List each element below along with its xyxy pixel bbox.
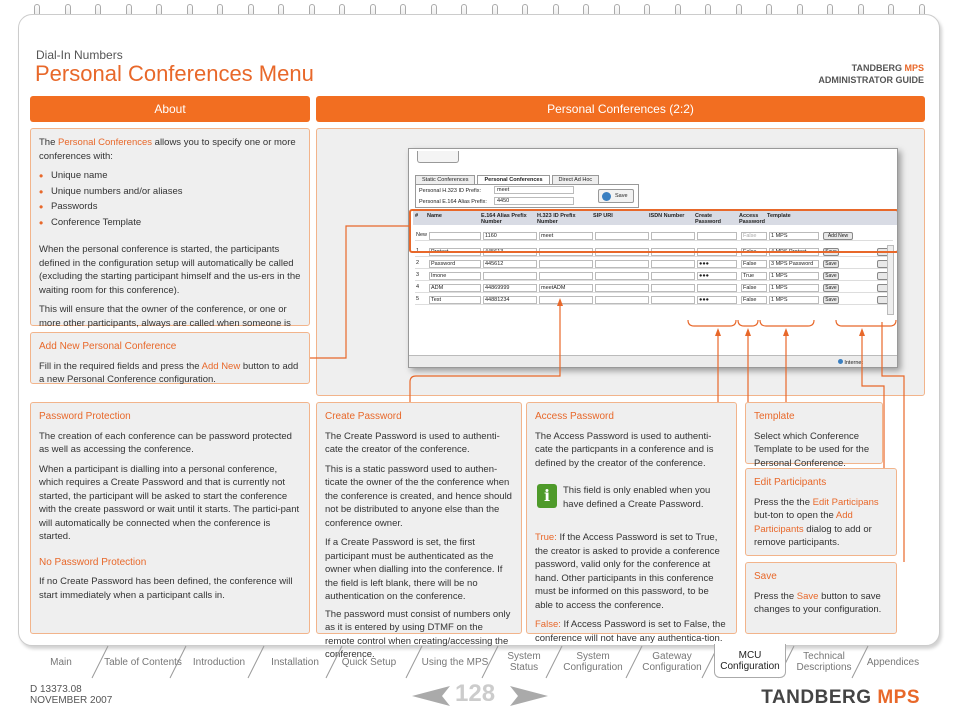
page-number: 128 [455, 680, 496, 707]
pp-paragraph-3: If no Create Password has been defined, the conference will start immediately when a participant calls in. [39, 576, 293, 601]
prev-page-icon[interactable] [412, 686, 450, 706]
cp-paragraph-1: The Create Password is used to authenti-cate the creator of the conference. [325, 430, 500, 455]
ep-text-mid: but-ton to open the [754, 510, 836, 521]
nav-tab-system-status[interactable]: System Status [507, 651, 541, 673]
cp-paragraph-3: If a Create Password is set, the first participant must be authenticated as the owner when dialling into the conference. If the field is left blank, there will be no authentication on the conference. [325, 537, 503, 602]
template-heading: Template [754, 411, 795, 422]
nav-tab-quick-setup[interactable]: Quick Setup [341, 656, 397, 668]
next-page-icon[interactable] [510, 686, 548, 706]
save-heading: Save [754, 571, 777, 582]
new-template-select[interactable]: 1 MPS [769, 232, 819, 240]
row-num: 5 [415, 296, 427, 304]
participants-bracket [836, 320, 896, 326]
bottom-navigation [30, 646, 926, 678]
ap-paragraph-1: The Access Password is used to authenti-cate the particpants in a conference and is defined by the creator of the conference. [535, 430, 714, 469]
row-create-password-input[interactable]: ●●● [697, 260, 737, 268]
row-name-input[interactable]: Protect [429, 248, 481, 256]
password-protection-connector [410, 300, 560, 402]
nav-tab-appendices[interactable]: Appendices [866, 656, 920, 668]
tab-direct-ad-hoc[interactable]: Direct Ad Hoc [552, 175, 600, 184]
section-subtitle: Dial-In Numbers [36, 48, 123, 62]
footer-doc-info [30, 684, 112, 706]
row-e164-input[interactable]: 445612 [483, 260, 537, 268]
cp-paragraph-4: The password must consist of numbers only as it is entered by using DTMF on the remote control when creating/accessing the conference. [325, 608, 511, 660]
new-h323-input[interactable]: meet [539, 232, 593, 240]
row-save-button[interactable]: Save [823, 272, 839, 280]
h323-prefix-label: Personal H.323 ID Prefix: [419, 188, 482, 194]
nav-tab-table-of-contents[interactable]: Table of Contents [104, 656, 182, 668]
internet-label: Internet [844, 360, 863, 366]
col-isdn: ISDN Number [649, 213, 685, 219]
new-row-num: New [416, 232, 428, 238]
row-access-select[interactable]: True [741, 272, 767, 280]
personal-conferences-link[interactable]: Personal Conferences [58, 137, 153, 148]
create-password-arrow [715, 328, 721, 336]
info-note-text: This field is only enabled when you have defined a Create Password. [563, 485, 711, 510]
row-name-input[interactable]: ADM [429, 284, 481, 292]
logo-mps: MPS [877, 687, 920, 708]
add-new-text-pre: Fill in the required fields and press the [39, 360, 202, 372]
access-password-box [526, 402, 737, 644]
row-num: 3 [415, 272, 427, 280]
access-password-bracket [738, 320, 758, 326]
about-intro-pre: The [39, 137, 59, 148]
row-access-select[interactable]: False [741, 248, 767, 256]
save-box [745, 562, 897, 634]
row-name-input[interactable]: Test [429, 296, 481, 304]
row-e164-input[interactable]: 445613 [483, 248, 537, 256]
create-password-bracket [688, 320, 736, 326]
row-save-button[interactable]: Save [823, 296, 839, 304]
false-text: If Access Password is set to False, the conference will not have any authentica-tion. [535, 619, 726, 644]
no-password-heading: No Password Protection [39, 556, 147, 568]
brand-product: MPS [904, 63, 924, 73]
add-participants-link[interactable]: Add Participants [754, 510, 853, 535]
nav-tab-technical-descriptions[interactable]: Technical Descriptions [796, 651, 852, 673]
about-paragraph-2: When the personal conference is started, the participants defined in the configuration setup will automatically be called (excluding the starting participant himself and the us-ers in the waiting room for this conference). [39, 244, 301, 296]
edit-participants-box [745, 468, 897, 556]
prefix-save-label: Save [615, 193, 628, 199]
col-num: # [415, 213, 419, 219]
row-e164-input[interactable]: 44869999 [483, 284, 537, 292]
row-num: 1 [415, 248, 427, 256]
doc-date: NOVEMBER 2007 [30, 695, 113, 706]
list-item: • Unique numbers and/or aliases [39, 185, 301, 199]
template-bracket [760, 320, 814, 326]
about-bar: About [30, 96, 310, 122]
true-text: If the Access Password is set to True, the creator is asked to provide a conference password, valid only for the conference at hand. Other participants in this conference must be informed on this password, to be able to access the conference. [535, 532, 720, 611]
row-num: 2 [415, 260, 427, 268]
row-access-select[interactable]: False [741, 284, 767, 292]
nav-tab-using-the-mps[interactable]: Using the MPS [421, 656, 489, 668]
col-access-password: Access Password [739, 213, 765, 225]
nav-tab-gateway-configuration[interactable]: Gateway Configuration [642, 651, 702, 673]
edit-participants-arrow [859, 328, 865, 336]
row-save-button[interactable]: Save [823, 284, 839, 292]
tandberg-logo [761, 687, 920, 709]
save-link[interactable]: Save [796, 590, 819, 602]
row-template-select[interactable]: 1 MPS [769, 284, 819, 292]
template-text: Select which Conference Template to be used for the Personal Conference. [754, 430, 870, 469]
password-protection-box [30, 402, 310, 634]
add-new-button[interactable]: Add New [823, 232, 853, 240]
password-arrow [557, 298, 563, 306]
row-template-select[interactable]: 1 MPS [769, 272, 819, 280]
tab-personal-conferences[interactable]: Personal Conferences [477, 175, 549, 184]
row-template-select[interactable]: 4 MPS Protect [769, 248, 819, 256]
access-password-arrow [745, 328, 751, 336]
col-e164: E.164 Alias Prefix Number [481, 213, 527, 225]
nav-tab-system-configuration[interactable]: System Configuration [563, 651, 623, 673]
list-item: • Unique name [39, 169, 301, 183]
nav-tab-installation[interactable]: Installation [271, 656, 319, 668]
pp-paragraph-2: When a participant is dialling into a personal conference, which requires a Create Password and that is currently not started, the participant will be asked to start the conference with the create password or wait until it starts. The partici-pant will automatically be connected when the conference is started. [39, 463, 300, 542]
info-note [535, 484, 728, 511]
true-label: True: [535, 532, 557, 543]
col-h323: H.323 ID Prefix Number [537, 213, 576, 225]
row-template-select[interactable]: 1 MPS [769, 296, 819, 304]
nav-tab-introduction[interactable]: Introduction [192, 656, 246, 668]
create-password-box [316, 402, 522, 660]
row-num: 4 [415, 284, 427, 292]
brand-name: TANDBERG [851, 63, 902, 73]
row-e164-input[interactable]: 44881234 [483, 296, 537, 304]
info-icon: i [537, 484, 557, 508]
false-label: False: [535, 619, 561, 630]
create-password-heading: Create Password [325, 411, 402, 422]
e164-prefix-label: Personal E.164 Alias Prefix: [419, 199, 487, 205]
nav-tab-mcu-configuration[interactable]: MCU Configuration [714, 644, 786, 678]
logo-name: TANDBERG [761, 687, 872, 708]
save-text-post: button to save changes to your configuration. [754, 590, 882, 615]
add-new-heading: Add New Personal Conference [39, 341, 177, 352]
row-access-select[interactable]: False [741, 260, 767, 268]
add-new-link[interactable]: Add New [201, 360, 241, 372]
brand-guide: ADMINISTRATOR GUIDE [818, 75, 924, 85]
password-protection-heading: Password Protection [39, 411, 131, 422]
list-item: • Conference Template [39, 216, 301, 230]
col-sip: SIP URI [593, 213, 613, 219]
edit-participans-link[interactable]: Edit Participans [812, 496, 879, 508]
save-text-pre: Press the [754, 590, 797, 602]
add-new-connector [310, 226, 410, 358]
e164-prefix-input[interactable]: 4450 [494, 197, 574, 205]
new-e164-input[interactable]: 1160 [483, 232, 537, 240]
template-box [745, 402, 883, 469]
col-name: Name [427, 213, 442, 219]
row-name-input[interactable]: Imone [429, 272, 481, 280]
about-intro-post: allows you to specify one or more conferences with: [39, 137, 296, 162]
row-h323-input[interactable]: meetADM [539, 284, 593, 292]
personal-conferences-bar: Personal Conferences (2:2) [316, 96, 925, 122]
row-template-select[interactable]: 3 MPS Password [769, 260, 819, 268]
ep-text-post: dialog to add or remove participants. [754, 523, 872, 548]
add-new-text-post: button to add a new Personal Conference configuration. [39, 360, 299, 385]
row-create-password-input[interactable]: ●●● [697, 296, 737, 304]
about-paragraph-3: This will ensure that the owner of the conference, or one or more other participants, always are called when someone is [39, 304, 291, 329]
row-save-button[interactable]: Save [823, 260, 839, 268]
col-create-password: Create Password [695, 213, 721, 225]
access-password-heading: Access Password [535, 411, 614, 422]
pp-paragraph-1: The creation of each conference can be password protected as well as accessing the conference. [39, 430, 292, 455]
row-save-button[interactable]: Save [823, 248, 839, 256]
tab-static-conferences[interactable]: Static Conferences [415, 175, 475, 184]
page-title: Personal Conferences Menu [35, 61, 314, 86]
cp-paragraph-2: This is a static password used to authen-ticate the owner of the the conference when the conference is created, and hence should not be distributed to anyone else than the conference owner. [325, 463, 512, 529]
ep-text-pre: Press the the [754, 496, 813, 508]
template-arrow [783, 328, 789, 336]
new-access-select[interactable]: False [741, 232, 767, 240]
doc-number: D 13373.08 [30, 684, 82, 695]
col-template: Template [767, 213, 791, 219]
h323-prefix-input[interactable]: meet [494, 186, 574, 194]
row-create-password-input[interactable]: ●●● [697, 272, 737, 280]
nav-tab-main[interactable]: Main [50, 656, 72, 668]
edit-participants-heading: Edit Participants [754, 477, 827, 488]
row-access-select[interactable]: False [741, 296, 767, 304]
list-item: • Passwords [39, 200, 301, 214]
row-name-input[interactable]: Password [429, 260, 481, 268]
